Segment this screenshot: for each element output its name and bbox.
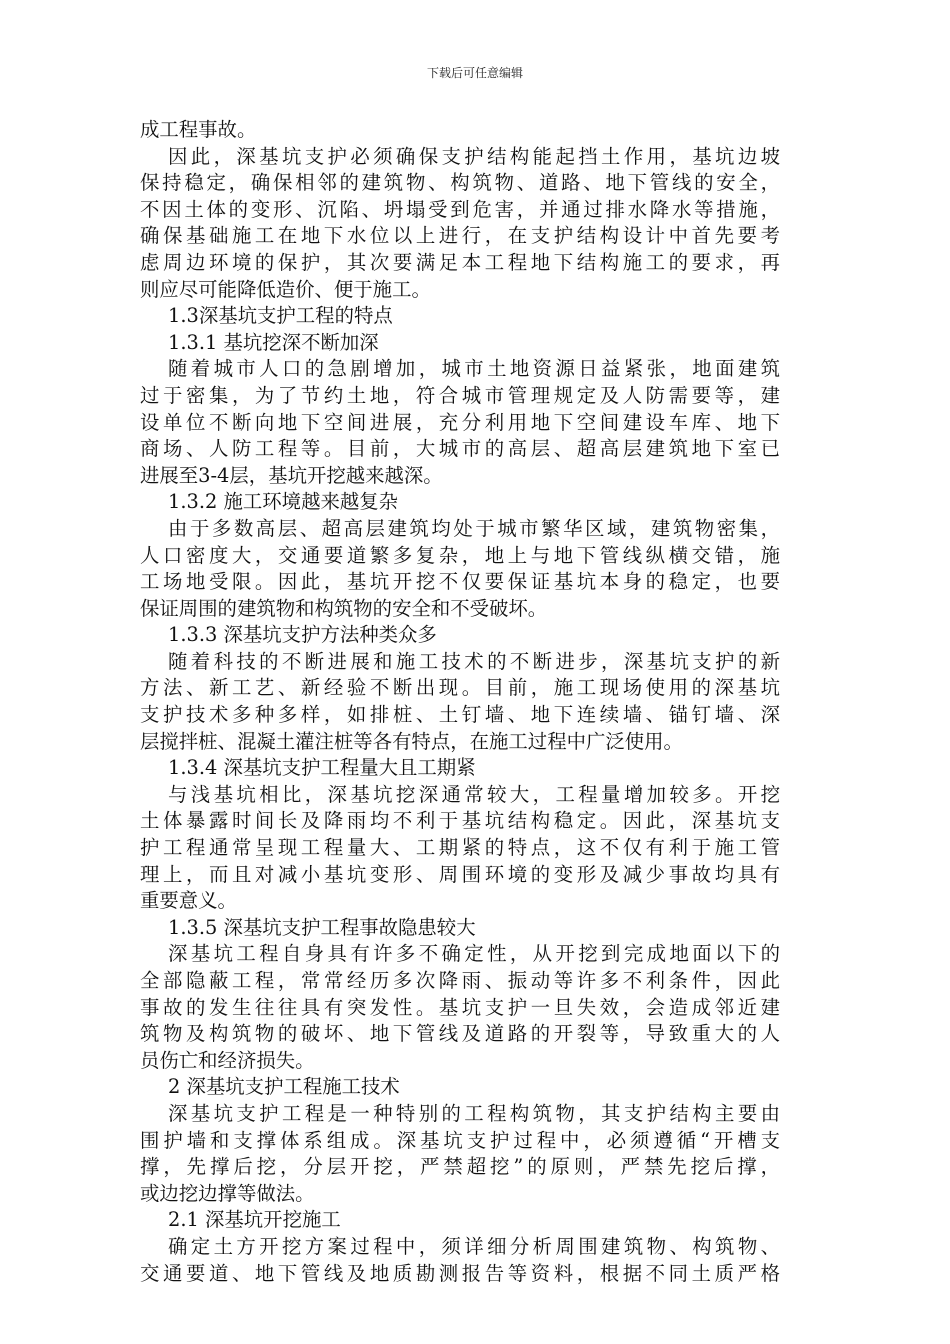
section-heading: 1.3.3 深基坑支护方法种类众多 [168, 623, 437, 647]
text-line: 层搅拌桩、混凝土灌注桩等各有特点，在施工过程中广泛使用。 [140, 729, 683, 753]
text-line: 全部隐蔽工程，常常经历多次降雨、振动等许多不利条件，因此 [140, 969, 780, 992]
text-line: 方法、新工艺、新经验不断出现。目前，施工现场使用的深基坑 [140, 676, 780, 700]
text-line: 商场、人防工程等。目前，大城市的高层、超高层建筑地下室已 [140, 437, 780, 461]
section-heading: 1.3深基坑支护工程的特点 [168, 304, 393, 328]
section-heading: 1.3.5 深基坑支护工程事故隐患较大 [168, 915, 476, 939]
text-line: 交通要道、地下管线及地质勘测报告等资料，根据不同土质严格 [140, 1261, 780, 1285]
section-heading: 2.1 深基坑开挖施工 [168, 1208, 341, 1232]
text-line: 护工程通常呈现工程量大、工期紧的特点，这不仅有利于施工管 [140, 836, 780, 860]
section-heading: 2 深基坑支护工程施工技术 [168, 1075, 400, 1099]
text-line: 理上，而且对减小基坑变形、周围环境的变形及减少事故均具有 [140, 862, 780, 886]
section-heading: 1.3.1 基坑挖深不断加深 [168, 330, 379, 354]
text-line: 保证周围的建筑物和构筑物的安全和不受破坏。 [140, 596, 548, 620]
page-header-note: 下载后可任意编辑 [426, 66, 523, 80]
text-line: 虑周边环境的保护，其次要满足本工程地下结构施工的要求，再 [140, 250, 780, 274]
text-line: 撑，先撑后挖，分层开挖，严禁超挖”的原则，严禁先挖后撑， [140, 1155, 780, 1179]
text-line: 确保基础施工在地下水位以上进行，在支护结构设计中首先要考 [140, 224, 780, 248]
text-line: 人口密度大，交通要道繁多复杂，地上与地下管线纵横交错，施 [140, 543, 780, 567]
text-line: 支护技术多种多样，如排桩、土钉墙、地下连续墙、锚钉墙、深 [140, 703, 780, 727]
text-line: 则应尽可能降低造价、便于施工。 [140, 277, 431, 301]
text-line: 不因土体的变形、沉陷、坍塌受到危害，并通过排水降水等措施， [140, 197, 780, 221]
section-heading: 1.3.2 施工环境越来越复杂 [168, 490, 399, 514]
text-line: 土体暴露时间长及降雨均不利于基坑结构稳定。因此，深基坑支 [140, 809, 780, 833]
text-line: 重要意义。 [140, 889, 237, 913]
text-line: 深基坑工程自身具有许多不确定性，从开挖到完成地面以下的 [168, 942, 780, 966]
text-line: 筑物及构筑物的破坏、地下管线及道路的开裂等，导致重大的人 [140, 1022, 780, 1046]
text-line: 工场地受限。因此，基坑开挖不仅要保证基坑本身的稳定，也要 [140, 570, 780, 594]
text-line: 确定土方开挖方案过程中，须详细分析周围建筑物、构筑物、 [168, 1234, 780, 1258]
text-line: 保持稳定，确保相邻的建筑物、构筑物、道路、地下管线的安全， [140, 171, 780, 195]
text-line: 员伤亡和经济损失。 [140, 1048, 315, 1072]
document-body [140, 117, 780, 1287]
text-line: 由于多数高层、超高层建筑均处于城市繁华区域，建筑物密集， [168, 516, 780, 540]
text-line: 设单位不断向地下空间进展，充分利用地下空间建设车库、地下 [140, 410, 780, 434]
text-line: 与浅基坑相比，深基坑挖深通常较大，工程量增加较多。开挖 [168, 782, 780, 806]
text-line: 随着城市人口的急剧增加，城市土地资源日益紧张，地面建筑 [168, 357, 780, 381]
text-line: 成工程事故。 [140, 118, 257, 141]
text-line: 围护墙和支撑体系组成。深基坑支护过程中，必须遵循“开槽支 [140, 1128, 780, 1152]
text-line: 过于密集，为了节约土地，符合城市管理规定及人防需要等，建 [140, 383, 780, 407]
text-line: 进展至3-4层，基坑开挖越来越深。 [140, 463, 443, 487]
text-line: 或边挖边撑等做法。 [140, 1181, 315, 1205]
text-line: 随着科技的不断进展和施工技术的不断进步，深基坑支护的新 [168, 649, 780, 673]
text-line: 因此，深基坑支护必须确保支护结构能起挡土作用，基坑边坡 [168, 144, 780, 168]
text-line: 事故的发生往往具有突发性。基坑支护一旦失效，会造成邻近建 [140, 995, 780, 1019]
text-line: 深基坑支护工程是一种特别的工程构筑物，其支护结构主要由 [168, 1101, 780, 1125]
section-heading: 1.3.4 深基坑支护工程量大且工期紧 [168, 756, 476, 780]
